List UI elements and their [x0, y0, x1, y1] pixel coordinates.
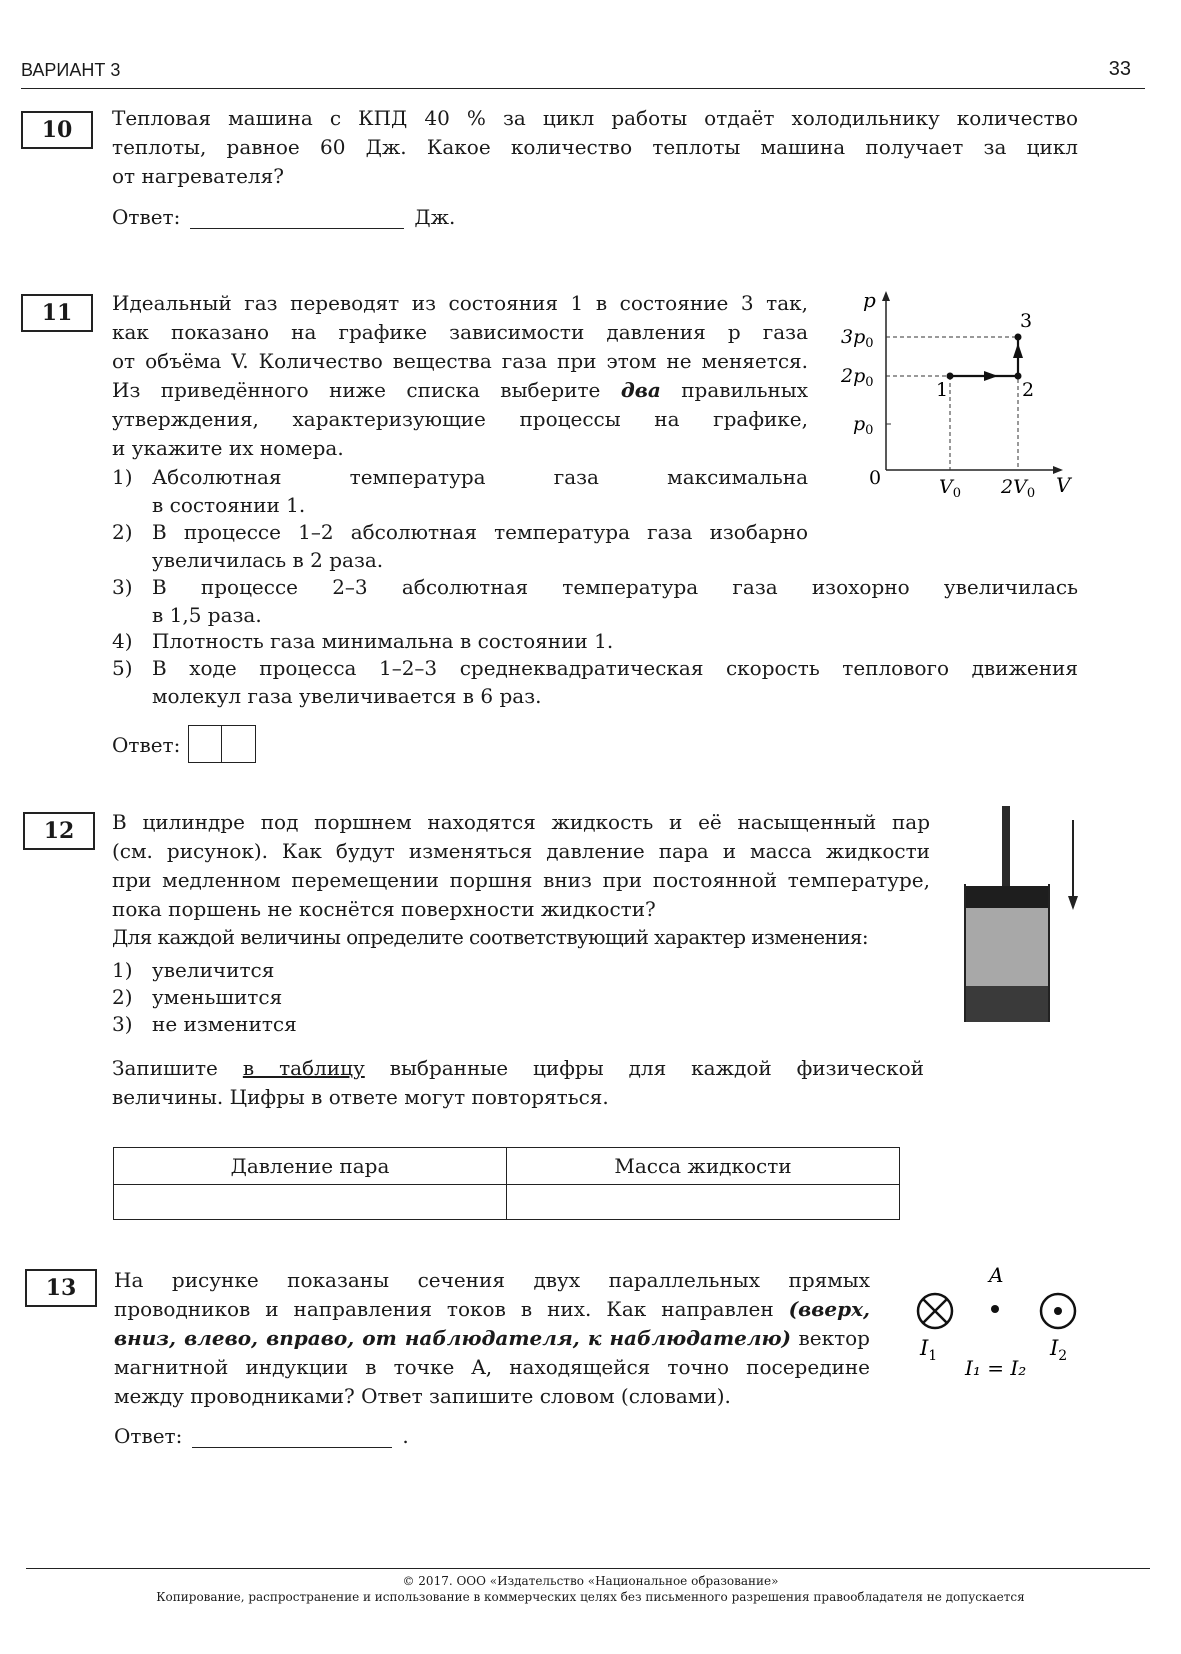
question-number-10: 10: [21, 111, 93, 149]
tick-label-2v0: $2V_0$: [1001, 476, 1036, 501]
dot: [1054, 1307, 1062, 1315]
point-a-label: A: [989, 1263, 1004, 1287]
header-divider: [21, 88, 1145, 89]
q11-answer-cells: [188, 725, 256, 768]
q12-write-instruction: [112, 1054, 924, 1112]
variant-label: ВАРИАНТ 3: [21, 60, 121, 80]
point-2-label: 2: [1022, 379, 1035, 401]
answer-end: .: [402, 1424, 409, 1448]
answer-label: Ответ:: [114, 1424, 183, 1448]
q11-line: Из приведённого ниже списка выберите два правильных: [112, 378, 808, 402]
q11-option-5: 5) В ходе процесса 1–2–3 среднеквадратическая скорость теплового движения молекул газа увеличивается в 6 раз.: [112, 656, 1078, 708]
q10-answer-row: [112, 205, 455, 229]
answer-label: Ответ:: [112, 205, 181, 229]
question-12-text: [112, 808, 930, 924]
q13-answer-field[interactable]: [192, 1427, 392, 1448]
liquid: [966, 986, 1048, 1022]
process-2-3-arrow-icon: [1013, 343, 1023, 358]
down-arrow-icon: [1068, 896, 1078, 910]
q11-answer-row: [112, 725, 256, 768]
piston-rod: [1002, 806, 1010, 886]
q10-line: Тепловая машина с КПД 40 % за цикл работы отдаёт холодильнику количество: [112, 106, 1078, 130]
answer-cell-pressure[interactable]: [114, 1185, 507, 1220]
q12-write-line: величины. Цифры в ответе могут повторяться.: [112, 1085, 609, 1109]
q13-line: между проводниками? Ответ запишите словом (словами).: [114, 1384, 731, 1408]
page-number: 33: [1108, 58, 1131, 80]
q11-line: от объёма V. Количество вещества газа при этом не меняется.: [112, 349, 808, 373]
question-11-text: [112, 289, 808, 463]
piston-cylinder-figure: [958, 800, 1088, 1030]
tick-label-p0: $p_0$: [853, 413, 874, 438]
q13-line: магнитной индукции в точке A, находящейся точно посередине: [114, 1355, 870, 1379]
table-header-pressure: Давление пара: [114, 1148, 507, 1185]
q12-instruction: Для каждой величины определите соответствующий характер изменения:: [112, 925, 869, 949]
q11-option-4: 4) Плотность газа минимальна в состоянии 1.: [112, 629, 614, 653]
answer-label: Ответ:: [112, 733, 181, 757]
q13-line: проводников и направления токов в них. Как направлен (вверх,: [114, 1297, 870, 1321]
tick-label-2p0: $2p_0$: [841, 365, 874, 390]
q12-line: (см. рисунок). Как будут изменяться давление пара и масса жидкости: [112, 839, 930, 863]
footer-divider: [26, 1568, 1150, 1569]
i2-label: $I_2$: [1050, 1336, 1068, 1364]
question-10-text: [112, 104, 1078, 191]
q12-answer-table: [113, 1147, 900, 1220]
q11-option-2: 2) В процессе 1–2 абсолютная температура газа изобарно увеличилась в 2 раза.: [112, 520, 808, 572]
q12-line: В цилиндре под поршнем находятся жидкость и её насыщенный пар: [112, 810, 930, 834]
question-13-text: [114, 1266, 870, 1411]
tick-label-v0: $V_0$: [939, 476, 962, 501]
piston: [966, 886, 1048, 908]
origin-label: 0: [869, 467, 882, 489]
q10-line: теплоты, равное 60 Дж. Какое количество теплоты машина получает за цикл: [112, 135, 1078, 159]
table-header-mass: Масса жидкости: [507, 1148, 900, 1185]
q12-choice-1: 1) увеличится: [112, 958, 275, 982]
point-a: [991, 1305, 999, 1313]
q13-line: вниз, влево, вправо, от наблюдателя, к наблюдателю) вектор: [114, 1326, 870, 1350]
q12-choice-3: 3) не изменится: [112, 1012, 297, 1036]
point-2: [1015, 373, 1022, 380]
point-3: [1015, 334, 1022, 341]
answer-unit: Дж.: [414, 205, 456, 229]
q11-option-3: 3) В процессе 2–3 абсолютная температура газа изохорно увеличилась в 1,5 раза.: [112, 575, 1078, 627]
q10-line: от нагревателя?: [112, 164, 284, 188]
q12-line: при медленном перемещении поршня вниз при постоянной температуре,: [112, 868, 930, 892]
saturated-vapor: [966, 908, 1048, 986]
question-number-11: 11: [21, 294, 93, 332]
q13-answer-row: [114, 1424, 409, 1448]
q11-line: Идеальный газ переводят из состояния 1 в состояние 3 так,: [112, 291, 808, 315]
q11-line: как показано на графике зависимости давления p газа: [112, 320, 808, 344]
answer-cell-mass[interactable]: [507, 1185, 900, 1220]
y-axis-label: p: [863, 288, 876, 312]
process-1-2-arrow-icon: [984, 371, 998, 381]
q10-answer-field[interactable]: [190, 208, 404, 229]
q12-write-line: Запишите в таблицу выбранные цифры для каждой физической: [112, 1056, 925, 1080]
y-axis-arrow-icon: [882, 291, 890, 301]
x-axis-label: V: [1056, 473, 1071, 497]
q12-line: пока поршень не коснётся поверхности жидкости?: [112, 897, 656, 921]
copyright: © 2017. ООО «Издательство «Национальное образование»: [402, 1574, 779, 1588]
point-3-label: 3: [1020, 310, 1033, 332]
point-1-label: 1: [936, 379, 949, 401]
answer-cell[interactable]: [222, 725, 256, 763]
question-number-12: 12: [23, 812, 95, 850]
tick-label-3p0: $3p_0$: [841, 326, 874, 351]
answer-cell[interactable]: [188, 725, 222, 763]
question-number-13: 13: [25, 1269, 97, 1307]
copyright-notice: Копирование, распространение и использование в коммерческих целях без письменного разрешения правообладателя не допускается: [156, 1590, 1025, 1604]
q12-choice-2: 2) уменьшится: [112, 985, 283, 1009]
q11-option-1: 1) Абсолютная температура газа максимальна в состоянии 1.: [112, 465, 808, 517]
i1-label: $I_1$: [920, 1336, 938, 1364]
current-equality: I₁ = I₂: [965, 1356, 1027, 1380]
pv-graph: [835, 285, 1075, 505]
q11-line: утверждения, характеризующие процессы на графике,: [112, 407, 808, 431]
conductors-figure: [905, 1260, 1085, 1390]
q11-line: и укажите их номера.: [112, 436, 344, 460]
q13-line: На рисунке показаны сечения двух параллельных прямых: [114, 1268, 870, 1292]
